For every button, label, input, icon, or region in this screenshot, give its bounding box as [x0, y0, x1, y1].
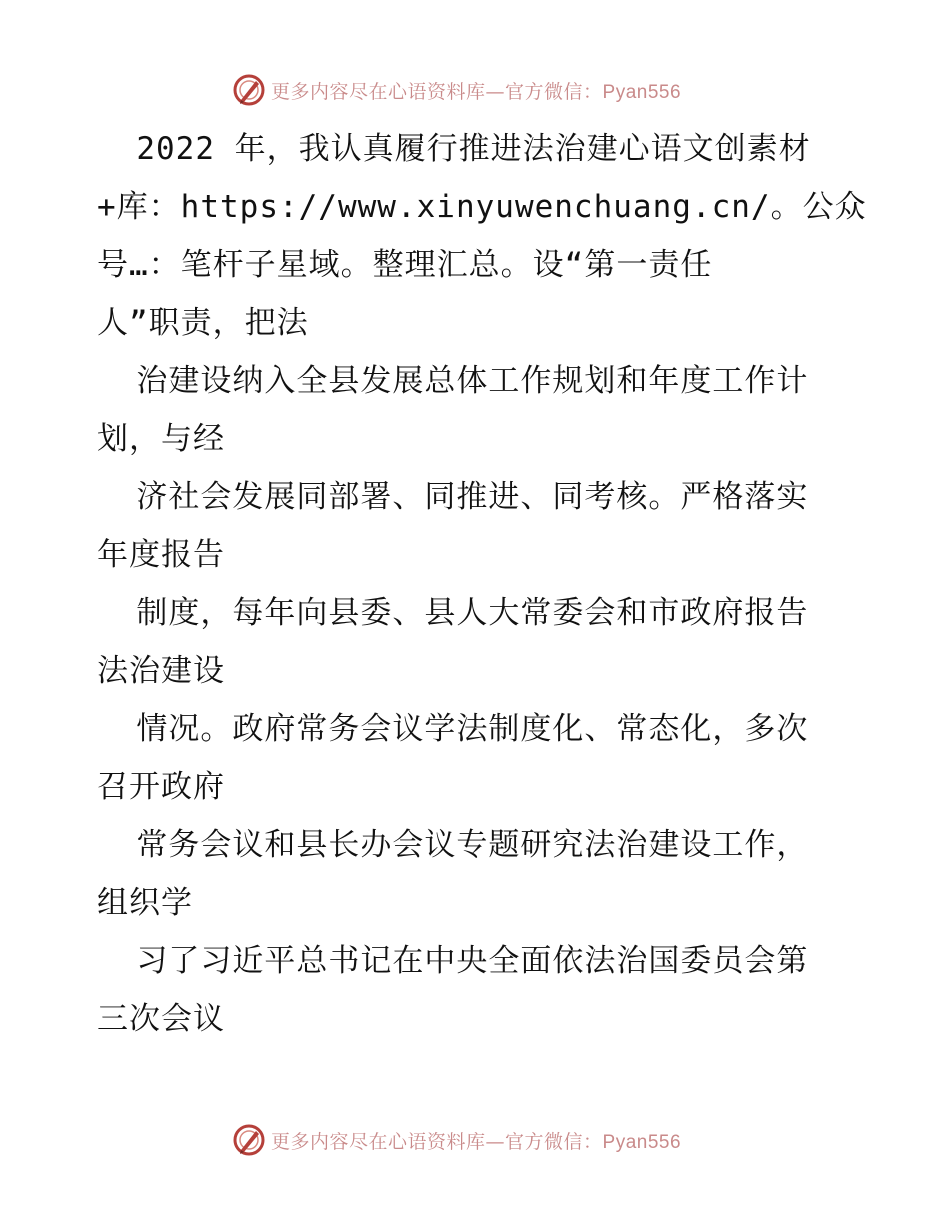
body-line: 法治建设 [97, 653, 225, 689]
body-line: 划，与经 [97, 421, 225, 457]
body-line: 情况。政府常务会议学法制度化、常态化，多次 [97, 711, 809, 747]
body-line: 常务会议和县长办会议专题研究法治建设工作， [97, 827, 809, 863]
body-line: 习了习近平总书记在中央全面依法治国委员会第 [97, 943, 809, 979]
document-body [97, 120, 867, 1048]
pen-circle-logo-icon [232, 73, 266, 107]
header-banner-wechat-id: Pyan556 [602, 81, 682, 103]
header-banner[interactable] [232, 70, 681, 110]
header-banner-cn: 更多内容尽在心语资料库—官方微信： [271, 80, 603, 103]
footer-banner-wechat-id: Pyan556 [602, 1131, 682, 1153]
body-line: 制度，每年向县委、县人大常委会和市政府报告 [97, 595, 809, 631]
footer-banner-cn: 更多内容尽在心语资料库—官方微信： [271, 1130, 603, 1153]
footer-banner[interactable] [232, 1120, 681, 1160]
body-line: 治建设纳入全县发展总体工作规划和年度工作计 [97, 363, 809, 399]
body-line: 三次会议 [97, 1001, 225, 1037]
body-line: 人”职责，把法 [97, 305, 309, 341]
body-line: +库：https://www.xinyuwenchuang.cn/。公众 [97, 189, 867, 225]
body-line: 2022 年，我认真履行推进法治建心语文创素材 [97, 131, 811, 167]
body-line: 号…：笔杆子星域。整理汇总。设“第一责任 [97, 247, 713, 283]
body-line: 济社会发展同部署、同推进、同考核。严格落实 [97, 479, 809, 515]
body-line: 年度报告 [97, 537, 225, 573]
body-line: 组织学 [97, 885, 193, 921]
pen-circle-logo-icon [232, 1123, 266, 1157]
footer-banner-text [271, 1127, 681, 1154]
header-banner-text [271, 77, 681, 104]
body-line: 召开政府 [97, 769, 225, 805]
